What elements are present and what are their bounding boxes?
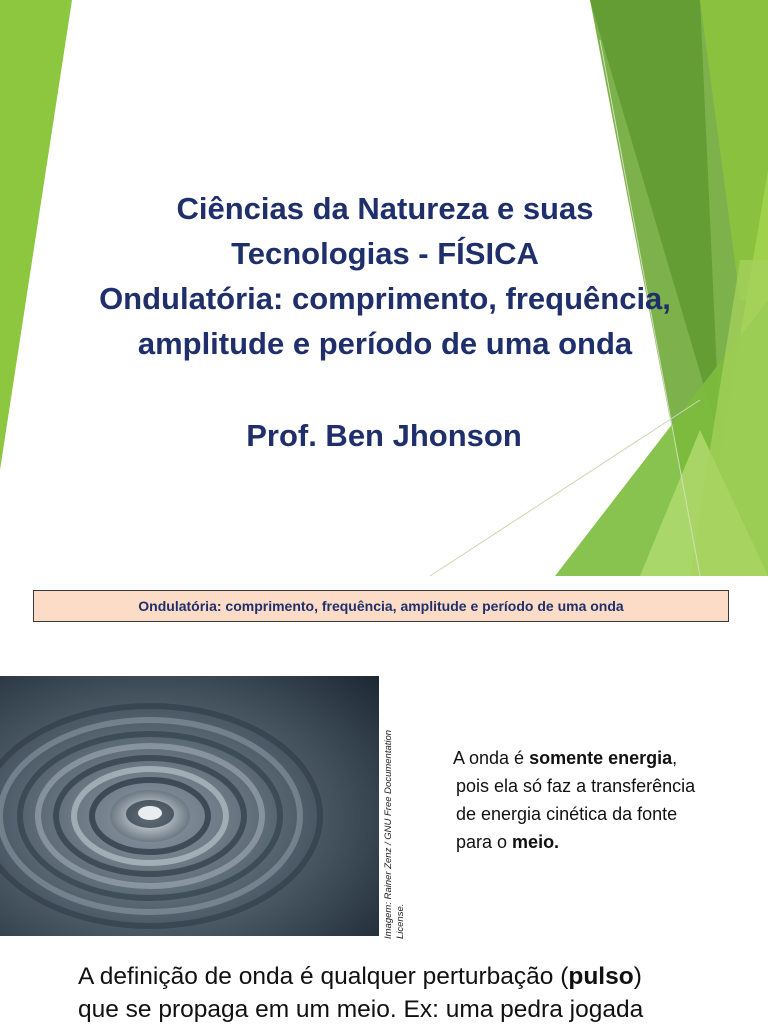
text-run: para o <box>456 832 513 852</box>
text-line <box>78 960 758 993</box>
image-credit <box>383 694 407 939</box>
water-ripple-image <box>0 676 379 936</box>
bold-run: pulso <box>568 963 634 990</box>
text-line: pois ela só faz a transferência <box>456 776 696 796</box>
author-name: Prof. Ben Jhonson <box>246 418 522 453</box>
text-line: de energia cinética da fonte <box>456 804 678 824</box>
title-line: Ondulatória: comprimento, frequência, <box>99 281 671 316</box>
text-run: ) <box>633 963 642 990</box>
content-slide <box>0 576 768 1024</box>
title-line: amplitude e período de uma onda <box>137 326 633 361</box>
text-line <box>456 828 756 856</box>
text-run: A definição de onda é qualquer perturbação ( <box>78 963 569 990</box>
bold-run: somente energia <box>529 748 673 768</box>
text-run: , <box>672 748 678 768</box>
slide-header: Ondulatória: comprimento, frequência, amplitude e período de uma onda <box>33 590 729 622</box>
bold-run: meio. <box>512 832 560 852</box>
energy-paragraph <box>453 744 756 856</box>
slide-title <box>40 186 730 366</box>
title-line: Ciências da Natureza e suas <box>176 191 594 226</box>
title-line: Tecnologias - FÍSICA <box>231 236 539 271</box>
text-line <box>453 744 753 772</box>
text-line: que se propaga em um meio. Ex: uma pedra jogada <box>78 996 644 1023</box>
image-credit-text: Imagem: Rainer Zenz / GNU Free Documentation License. <box>383 729 406 939</box>
definition-paragraph <box>78 960 758 1026</box>
text-run: A onda é <box>453 748 530 768</box>
